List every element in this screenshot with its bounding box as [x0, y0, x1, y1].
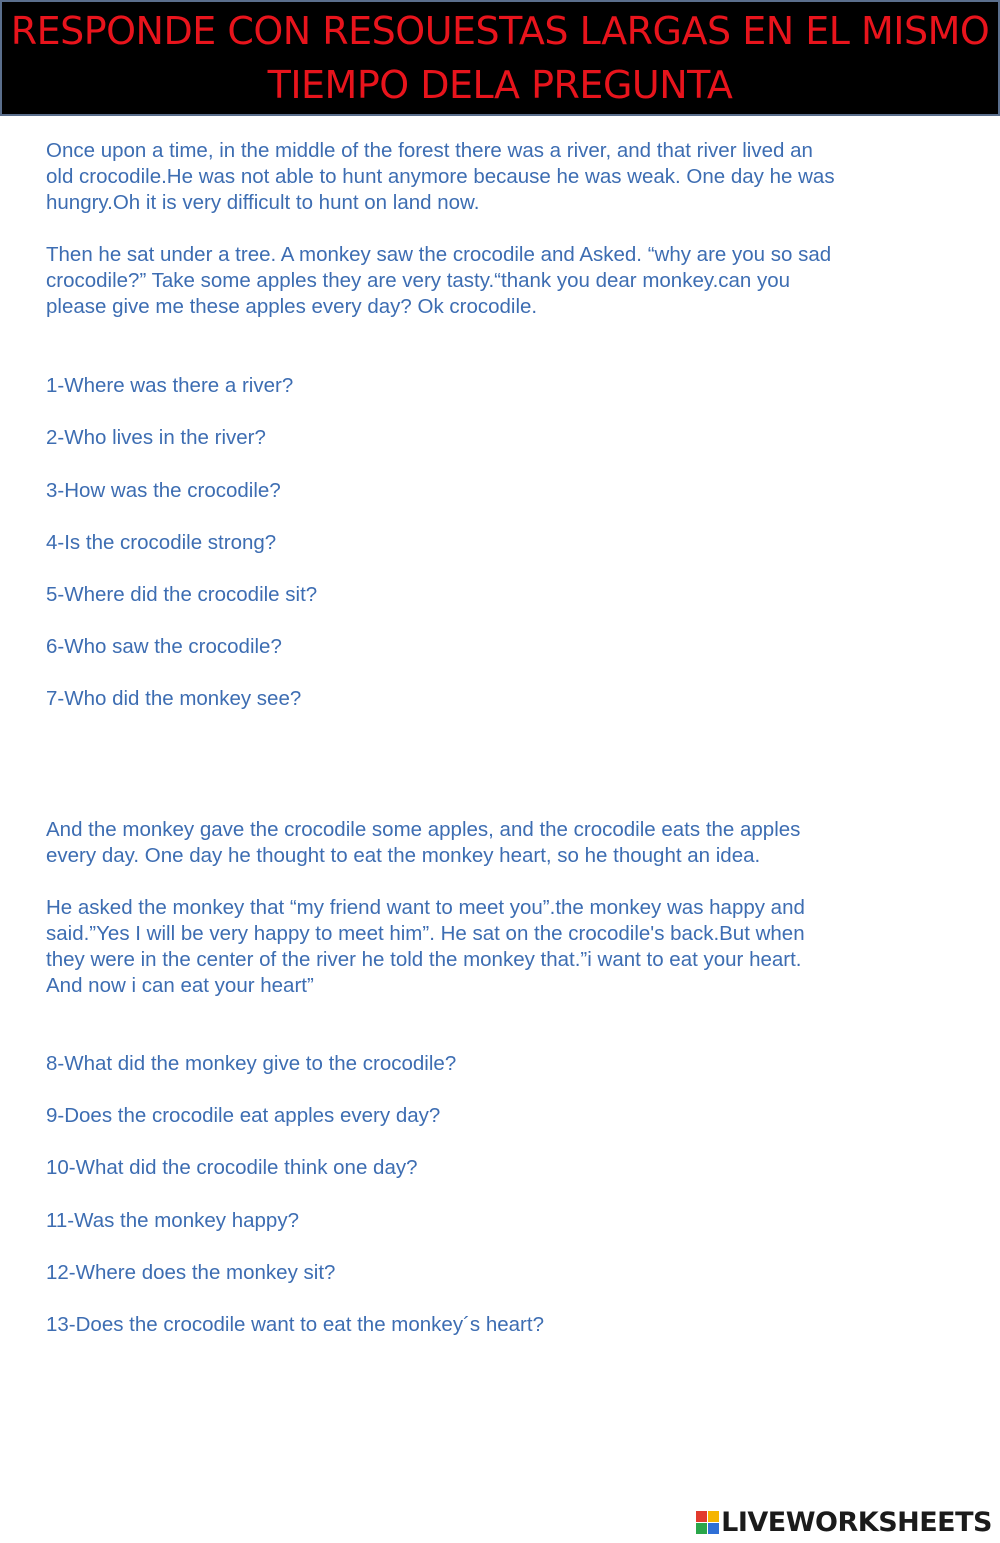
question-1: 1-Where was there a river? [46, 374, 294, 397]
question-12: 12-Where does the monkey sit? [46, 1261, 336, 1284]
question-2: 2-Who lives in the river? [46, 426, 266, 449]
story-paragraph-4: He asked the monkey that “my friend want to meet you”.the monkey was happy and said.”Yes I will be very happy to meet him”. He sat on the crocodile's back.But when they were in the center of the river he told the monkey that.”i want to eat your heart. And now i can eat your heart” [46, 896, 805, 997]
question-7: 7-Who did the monkey see? [46, 687, 302, 710]
question-11: 11-Was the monkey happy? [46, 1209, 299, 1232]
story-paragraph-1: Once upon a time, in the middle of the forest there was a river, and that river lived an old crocodile.He was not able to hunt anymore because he was weak. One day he was hungry.Oh it is very difficult to hunt on land now. [46, 139, 835, 214]
story-paragraph-3: And the monkey gave the crocodile some apples, and the crocodile eats the apples every day. One day he thought to eat the monkey heart, so he thought an idea. [46, 818, 801, 867]
title-banner [0, 0, 1000, 116]
question-10: 10-What did the crocodile think one day? [46, 1156, 418, 1179]
question-9: 9-Does the crocodile eat apples every day? [46, 1104, 441, 1127]
question-13: 13-Does the crocodile want to eat the monkey´s heart? [46, 1313, 544, 1336]
banner-line-1: RESPONDE CON RESOUESTAS LARGAS EN EL MISMO [10, 9, 990, 53]
question-6: 6-Who saw the crocodile? [46, 635, 282, 658]
story-paragraph-2: Then he sat under a tree. A monkey saw the crocodile and Asked. “why are you so sad crocodile?” Take some apples they are very tasty.“thank you dear monkey.can you please give me these apples every day? Ok crocodile. [46, 243, 832, 318]
story-part-1 [46, 138, 956, 320]
question-8: 8-What did the monkey give to the crocodile? [46, 1052, 457, 1075]
liveworksheets-logo [696, 1505, 992, 1539]
question-4: 4-Is the crocodile strong? [46, 531, 277, 554]
banner-line-2: TIEMPO DELA PREGUNTA [267, 63, 733, 107]
logo-text: LIVEWORKSHEETS [721, 1506, 992, 1538]
liveworksheets-logo-icon [696, 1511, 719, 1534]
story-part-2 [46, 817, 956, 999]
question-5: 5-Where did the crocodile sit? [46, 583, 318, 606]
question-3: 3-How was the crocodile? [46, 479, 281, 502]
